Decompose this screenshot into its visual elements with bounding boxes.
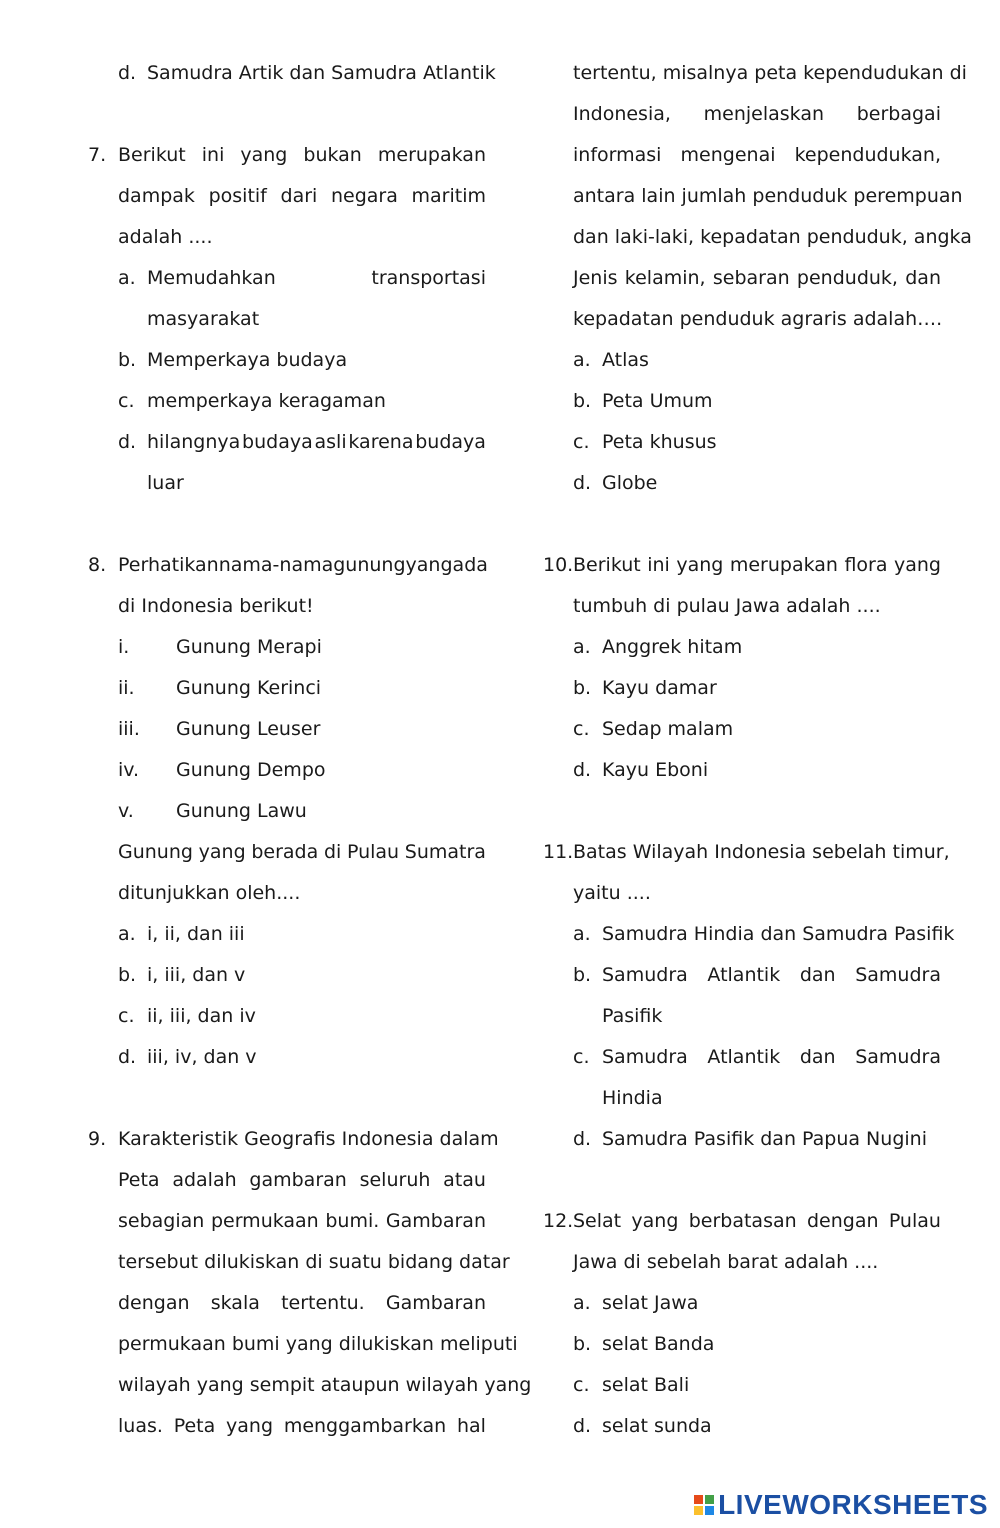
option-letter: a. xyxy=(573,636,591,658)
option-text: selat sunda xyxy=(602,1415,712,1437)
option-letter: a. xyxy=(118,923,136,945)
option-text: Peta khusus xyxy=(602,431,717,453)
question-stem-line xyxy=(88,217,486,258)
word: permukaan xyxy=(210,1210,319,1232)
word: Indonesia, xyxy=(573,103,671,125)
option-text: Kayu Eboni xyxy=(602,759,709,781)
word: yang xyxy=(405,554,453,576)
option-letter: b. xyxy=(573,390,592,412)
answer-option xyxy=(88,53,496,94)
word: karena xyxy=(348,431,414,453)
option-letter: b. xyxy=(118,964,137,986)
option-text: Memperkaya budaya xyxy=(147,349,348,371)
question-stem-line xyxy=(88,1283,486,1324)
option-letter: d. xyxy=(573,759,592,781)
option-letter: d. xyxy=(573,472,592,494)
mountain-list-item xyxy=(88,627,486,668)
logo-square-icon xyxy=(705,1495,714,1504)
option-letter: a. xyxy=(118,267,136,289)
option-letter: b. xyxy=(573,677,592,699)
word: Berikut xyxy=(118,144,186,166)
spacer xyxy=(543,791,941,832)
question-text xyxy=(118,135,486,176)
option-letter: d. xyxy=(573,1128,592,1150)
mountain-list-item xyxy=(88,791,486,832)
mountain-name: Gunung Leuser xyxy=(176,718,321,740)
question-stem-line xyxy=(543,1242,941,1283)
word: Atlantik xyxy=(707,964,781,986)
word: kelamin, xyxy=(624,267,706,289)
option-text xyxy=(147,258,486,299)
word: hal xyxy=(456,1415,486,1437)
answer-option xyxy=(543,463,941,504)
word: transportasi xyxy=(371,267,486,289)
question-stem-line xyxy=(543,94,941,135)
question-stem-line xyxy=(88,1365,532,1406)
mountain-list-item xyxy=(88,709,486,750)
word: Samudra xyxy=(602,964,688,986)
word: budaya xyxy=(415,431,486,453)
word: luas. xyxy=(118,1415,163,1437)
brand-name: LIVEWORKSHEETS xyxy=(718,1489,988,1520)
option-text: i, iii, dan v xyxy=(147,964,246,986)
question-number: 8. xyxy=(88,554,107,576)
question-text: Karakteristik Geografis Indonesia dalam xyxy=(118,1128,499,1150)
word: sebagian xyxy=(118,1210,205,1232)
spacer xyxy=(543,504,941,545)
question-stem-line xyxy=(88,1242,510,1283)
spacer xyxy=(88,504,486,545)
answer-option xyxy=(543,340,941,381)
option-text: Peta Umum xyxy=(602,390,713,412)
spacer xyxy=(88,94,486,135)
mountain-name: Gunung Lawu xyxy=(176,800,307,822)
question-stem-line xyxy=(543,545,941,586)
word: adalah xyxy=(172,1169,237,1191)
answer-option-continuation xyxy=(543,996,941,1037)
word: atau xyxy=(443,1169,486,1191)
question-stem-line xyxy=(88,545,486,586)
question-text xyxy=(118,832,486,873)
word: Perhatikan xyxy=(118,554,219,576)
roman-numeral: iii. xyxy=(118,718,140,740)
word: bumi. xyxy=(325,1210,380,1232)
word: Berikut xyxy=(573,554,641,576)
word: Gunung xyxy=(118,841,193,863)
word: Peta xyxy=(118,1169,160,1191)
word: kependudukan, xyxy=(794,144,941,166)
word: asli xyxy=(314,431,347,453)
answer-option xyxy=(543,381,941,422)
question-text: tumbuh di pulau Jawa adalah .... xyxy=(573,595,881,617)
question-text: Batas Wilayah Indonesia sebelah timur, xyxy=(573,841,950,863)
word: yang xyxy=(894,554,941,576)
word: Memudahkan xyxy=(147,267,276,289)
word: Samudra xyxy=(855,964,941,986)
word: Sumatra xyxy=(404,841,486,863)
word: positif xyxy=(208,185,267,207)
answer-option xyxy=(88,340,486,381)
option-letter: c. xyxy=(573,718,590,740)
answer-option xyxy=(88,914,486,955)
option-text: Pasifik xyxy=(602,1005,663,1027)
word: berada xyxy=(251,841,319,863)
option-letter: b. xyxy=(118,349,137,371)
answer-option xyxy=(543,422,941,463)
question-text: permukaan bumi yang dilukiskan meliputi xyxy=(118,1333,518,1355)
question-stem-line xyxy=(543,176,963,217)
option-letter: c. xyxy=(573,431,590,453)
answer-option xyxy=(88,1037,486,1078)
answer-option xyxy=(543,668,941,709)
question-text xyxy=(573,135,941,176)
question-number: 9. xyxy=(88,1128,107,1150)
question-number: 12. xyxy=(543,1210,574,1232)
word: Samudra xyxy=(855,1046,941,1068)
word: Peta xyxy=(173,1415,216,1437)
answer-option xyxy=(543,750,941,791)
option-letter: d. xyxy=(118,431,137,453)
word: Pulau xyxy=(346,841,400,863)
option-text: Hindia xyxy=(602,1087,663,1109)
question-stem-line xyxy=(543,832,950,873)
logo-square-icon xyxy=(705,1506,714,1515)
mountain-list-item xyxy=(88,668,486,709)
question-stem-line xyxy=(543,586,941,627)
question-text xyxy=(573,545,941,586)
answer-option xyxy=(543,627,941,668)
question-stem-line xyxy=(88,1160,486,1201)
answer-option xyxy=(543,955,941,996)
option-letter: c. xyxy=(573,1374,590,1396)
spacer xyxy=(543,1160,941,1201)
word: menjelaskan xyxy=(703,103,825,125)
roman-numeral: ii. xyxy=(118,677,135,699)
question-text xyxy=(573,258,941,299)
answer-option xyxy=(543,1324,941,1365)
option-letter: c. xyxy=(118,1005,135,1027)
option-text: luar xyxy=(147,472,184,494)
mountain-name: Gunung Kerinci xyxy=(176,677,322,699)
word: ini xyxy=(201,144,225,166)
word: seluruh xyxy=(359,1169,431,1191)
word: berbagai xyxy=(856,103,941,125)
option-text xyxy=(147,422,486,463)
word: Selat xyxy=(573,1210,622,1232)
answer-option-continuation xyxy=(88,463,486,504)
option-text: selat Banda xyxy=(602,1333,715,1355)
option-letter: a. xyxy=(573,1292,591,1314)
answer-option xyxy=(543,709,941,750)
spacer xyxy=(88,1078,486,1119)
word: ini xyxy=(647,554,670,576)
word: dan xyxy=(905,267,941,289)
option-letter: d. xyxy=(118,1046,137,1068)
answer-option xyxy=(543,1365,941,1406)
mountain-list-item xyxy=(88,750,486,791)
option-letter: a. xyxy=(573,349,591,371)
question-stem-line xyxy=(543,1201,941,1242)
question-stem-line xyxy=(543,217,972,258)
question-text: Jawa di sebelah barat adalah .... xyxy=(573,1251,879,1273)
answer-option xyxy=(543,1119,941,1160)
question-text xyxy=(573,94,941,135)
question-stem-line xyxy=(88,873,486,914)
question-stem-line xyxy=(543,53,967,94)
answer-option xyxy=(88,381,486,422)
word: Jenis xyxy=(573,267,618,289)
word: di xyxy=(323,841,342,863)
option-text: Atlas xyxy=(602,349,649,371)
question-text: adalah .... xyxy=(118,226,213,248)
option-letter: c. xyxy=(573,1046,590,1068)
roman-numeral: iv. xyxy=(118,759,140,781)
question-stem-line xyxy=(88,1119,499,1160)
question-stem-line xyxy=(88,832,486,873)
option-text: Kayu damar xyxy=(602,677,717,699)
option-text: Samudra Artik dan Samudra Atlantik xyxy=(147,62,496,84)
word: Pulau xyxy=(888,1210,941,1232)
word: dan xyxy=(799,964,836,986)
word: bukan xyxy=(303,144,362,166)
right-column xyxy=(543,53,972,1447)
question-text xyxy=(118,1406,486,1447)
word: penduduk, xyxy=(796,267,898,289)
word: Atlantik xyxy=(707,1046,781,1068)
question-stem-line xyxy=(543,135,941,176)
option-letter: b. xyxy=(573,964,592,986)
word: flora xyxy=(844,554,888,576)
liveworksheets-logo xyxy=(694,1488,988,1522)
liveworksheets-logo-icon xyxy=(694,1495,714,1515)
option-text: Anggrek hitam xyxy=(602,636,743,658)
answer-option-continuation xyxy=(88,299,486,340)
answer-option xyxy=(88,955,486,996)
option-letter: c. xyxy=(118,390,135,412)
option-text: ii, iii, dan iv xyxy=(147,1005,256,1027)
word: dari xyxy=(280,185,318,207)
option-text: Globe xyxy=(602,472,658,494)
answer-option xyxy=(543,914,955,955)
question-text: kepadatan penduduk agraris adalah…. xyxy=(573,308,943,330)
word: yang xyxy=(676,554,724,576)
question-text xyxy=(118,1283,486,1324)
question-text: wilayah yang sempit ataupun wilayah yang xyxy=(118,1374,532,1396)
question-text: tertentu, misalnya peta kependudukan di xyxy=(573,62,967,84)
mountain-name: Gunung Dempo xyxy=(176,759,326,781)
word: menggambarkan xyxy=(283,1415,447,1437)
option-text: iii, iv, dan v xyxy=(147,1046,257,1068)
word: ada xyxy=(452,554,488,576)
question-text xyxy=(118,1160,486,1201)
question-text xyxy=(573,1201,941,1242)
question-stem-line xyxy=(88,586,486,627)
logo-square-icon xyxy=(694,1495,703,1504)
word: Gambaran xyxy=(385,1292,486,1314)
option-text xyxy=(602,955,941,996)
option-letter: a. xyxy=(573,923,591,945)
question-stem-line xyxy=(543,873,941,914)
word: negara xyxy=(330,185,398,207)
word: yang xyxy=(226,1415,274,1437)
word: hilangnya xyxy=(147,431,241,453)
word: budaya xyxy=(242,431,313,453)
option-text: i, ii, dan iii xyxy=(147,923,245,945)
answer-option xyxy=(88,258,486,299)
option-text: selat Bali xyxy=(602,1374,690,1396)
word: dan xyxy=(799,1046,836,1068)
option-text: Sedap malam xyxy=(602,718,734,740)
word: yang xyxy=(198,841,246,863)
option-letter: d. xyxy=(573,1415,592,1437)
word: merupakan xyxy=(729,554,838,576)
question-stem-line xyxy=(88,176,486,217)
word: tertentu. xyxy=(281,1292,365,1314)
question-number: 11. xyxy=(543,841,574,863)
option-letter: d. xyxy=(118,62,137,84)
question-text xyxy=(118,545,486,586)
question-stem-line xyxy=(88,1406,486,1447)
question-text: di Indonesia berikut! xyxy=(118,595,314,617)
question-text xyxy=(118,176,486,217)
question-number: 10. xyxy=(543,554,574,576)
word: mengenai xyxy=(680,144,776,166)
answer-option xyxy=(543,1283,941,1324)
roman-numeral: v. xyxy=(118,800,134,822)
question-number: 7. xyxy=(88,144,107,166)
word: Samudra xyxy=(602,1046,688,1068)
word: sebaran xyxy=(712,267,790,289)
word: yang xyxy=(240,144,288,166)
word: dengan xyxy=(118,1292,190,1314)
question-text: yaitu .... xyxy=(573,882,651,904)
word: skala xyxy=(210,1292,260,1314)
answer-option xyxy=(543,1406,941,1447)
answer-option xyxy=(88,996,486,1037)
logo-square-icon xyxy=(694,1506,703,1515)
option-text: selat Jawa xyxy=(602,1292,699,1314)
option-text: Samudra Pasifik dan Papua Nugini xyxy=(602,1128,927,1150)
question-text: tersebut dilukiskan di suatu bidang datar xyxy=(118,1251,510,1273)
word: dengan xyxy=(806,1210,879,1232)
option-text: Samudra Hindia dan Samudra Pasifik xyxy=(602,923,955,945)
question-stem-line xyxy=(543,299,941,340)
question-text: dan laki-laki, kepadatan penduduk, angka xyxy=(573,226,972,248)
word: informasi xyxy=(573,144,662,166)
question-stem-line xyxy=(88,1324,518,1365)
option-letter: b. xyxy=(573,1333,592,1355)
word: gunung xyxy=(333,554,406,576)
question-stem-line xyxy=(88,135,486,176)
word: maritim xyxy=(411,185,486,207)
word: nama-nama xyxy=(218,554,334,576)
word: dampak xyxy=(118,185,195,207)
option-text xyxy=(602,1037,941,1078)
question-text xyxy=(118,1201,486,1242)
word: berbatasan xyxy=(688,1210,797,1232)
answer-option xyxy=(88,422,486,463)
left-column xyxy=(88,53,532,1447)
question-stem-line xyxy=(88,1201,486,1242)
option-text: memperkaya keragaman xyxy=(147,390,386,412)
word: yang xyxy=(631,1210,679,1232)
answer-option xyxy=(543,1037,941,1078)
word: Gambaran xyxy=(385,1210,486,1232)
question-stem-line xyxy=(543,258,941,299)
word: gambaran xyxy=(249,1169,347,1191)
option-text: masyarakat xyxy=(147,308,260,330)
question-text: ditunjukkan oleh.... xyxy=(118,882,301,904)
question-text: antara lain jumlah penduduk perempuan xyxy=(573,185,963,207)
word: merupakan xyxy=(377,144,486,166)
mountain-name: Gunung Merapi xyxy=(176,636,322,658)
roman-numeral: i. xyxy=(118,636,130,658)
answer-option-continuation xyxy=(543,1078,941,1119)
